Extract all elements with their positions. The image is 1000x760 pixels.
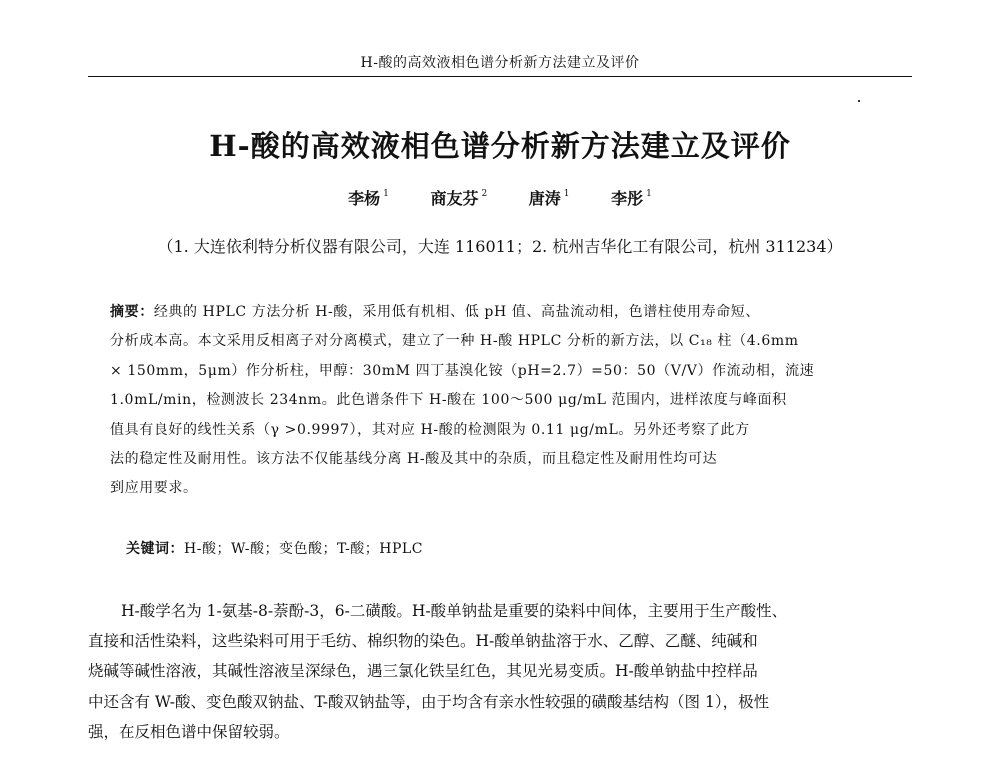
author-affil-mark: 1: [646, 189, 652, 199]
author-name: 唐涛: [528, 189, 561, 208]
body-line: 强，在反相色谱中保留较弱。: [88, 722, 290, 741]
header-rule: [88, 76, 912, 77]
author-affil-mark: 1: [563, 189, 570, 199]
author-name: 商友芬: [430, 189, 479, 208]
abstract-line: 法的稳定性及耐用性。该方法不仅能基线分离 H-酸及其中的杂质，而且稳定性及耐用性均可达: [110, 450, 718, 467]
body-line: 中还含有 W-酸、变色酸双钠盐、T-酸双钠盐等，由于均含有亲水性较强的磺酸基结构（图 1），极性: [88, 692, 770, 711]
running-header: H-酸的高效液相色谱分析新方法建立及评价: [360, 55, 640, 71]
body-line: 直接和活性染料，这些染料可用于毛纺、棉织物的染色。H-酸单钠盐溶于水、乙醇、乙醚、纯碱和: [88, 632, 758, 651]
body-line: 烧碱等碱性溶液，其碱性溶液呈深绿色，遇三氯化铁呈红色，其见光易变质。H-酸单钠盐中控样品: [88, 662, 758, 681]
author-affil-mark: 2: [481, 189, 488, 199]
keywords-text: H-酸；W-酸；变色酸；T-酸；HPLC: [184, 541, 423, 557]
author-list: [0, 186, 1000, 209]
scan-speck: [858, 100, 860, 102]
affiliations: （1. 大连依利特分析仪器有限公司，大连 116011；2. 杭州吉华化工有限公司，杭州 311234）: [157, 237, 843, 256]
abstract-line: [110, 298, 900, 327]
abstract-line: 分析成本高。本文采用反相离子对分离模式，建立了一种 H-酸 HPLC 分析的新方法，以 C₁₈ 柱（4.6mm: [110, 333, 799, 350]
abstract-line: 值具有良好的线性关系（γ >0.9997），其对应 H-酸的检测限为 0.11 μg/mL。另外还考察了此方: [110, 421, 750, 438]
abstract: [110, 298, 900, 504]
author-name: 李杨: [348, 189, 381, 208]
body-paragraph: [88, 596, 918, 747]
abstract-line: × 150mm，5μm）作分析柱，甲醇：30mM 四丁基溴化铵（pH=2.7）=50：50（V/V）作流动相，流速: [110, 362, 815, 379]
author-name: 李彤: [611, 189, 644, 208]
author: [611, 186, 652, 209]
keywords: [126, 538, 423, 558]
abstract-line: 到应用要求。: [110, 480, 198, 497]
author-affil-mark: 1: [383, 189, 389, 199]
author: [348, 186, 389, 209]
author: [529, 186, 570, 209]
keywords-label: 关键词：: [126, 541, 184, 557]
body-line: H-酸学名为 1-氨基-8-萘酚-3，6-二磺酸。H-酸单钠盐是重要的染料中间体，主要用于生产酸性、: [121, 602, 788, 620]
abstract-label: 摘要：: [110, 304, 154, 320]
paper-title: H-酸的高效液相色谱分析新方法建立及评价: [209, 129, 791, 163]
author: [430, 186, 487, 209]
abstract-line: 1.0mL/min，检测波长 234nm。此色谱条件下 H-酸在 100～500 μg/mL 范围内，进样浓度与峰面积: [110, 392, 787, 409]
abstract-text: 经典的 HPLC 方法分析 H-酸，采用低有机相、低 pH 值、高盐流动相，色谱柱使用寿命短、: [153, 304, 761, 320]
